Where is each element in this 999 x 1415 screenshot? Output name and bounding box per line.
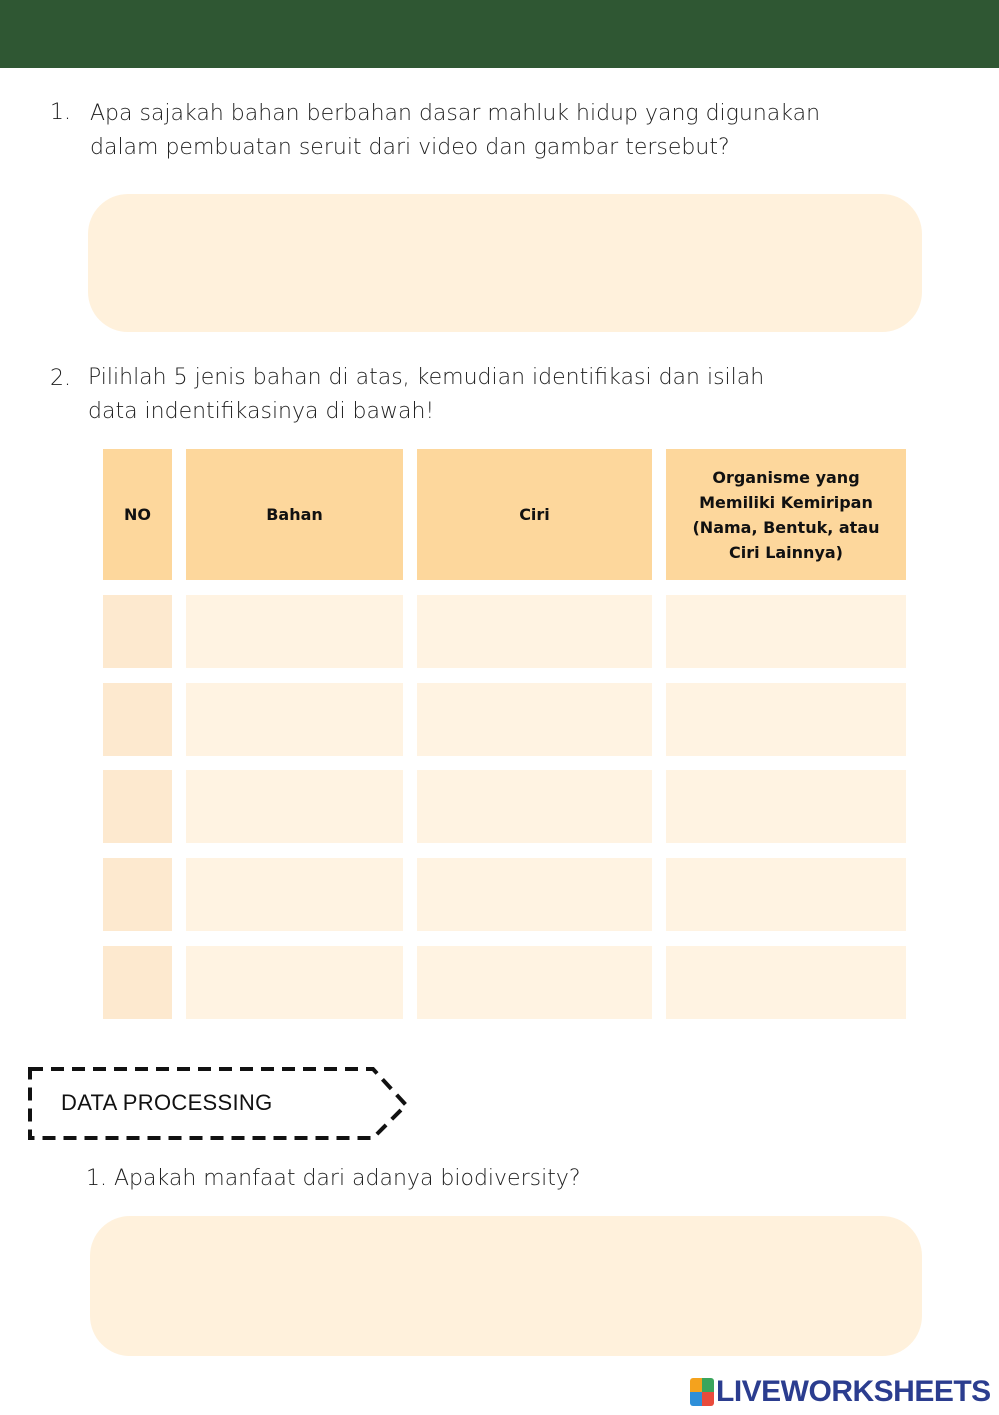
question-2-text: Pilihlah 5 jenis bahan di atas, kemudian identifikasi dan isilah data indentifikasinya di bawah! (88, 365, 765, 424)
question-3-text (86, 1162, 786, 1196)
top-banner (0, 0, 999, 68)
table-header-bahan: Bahan (186, 449, 403, 580)
table-cell-no[interactable] (103, 946, 172, 1019)
table-cell-organisme[interactable] (666, 683, 906, 756)
table-cell-no[interactable] (103, 595, 172, 668)
table-cell-ciri[interactable] (417, 683, 652, 756)
table-header-organisme: Organisme yang Memiliki Kemiripan (Nama, Bentuk, atau Ciri Lainnya) (666, 449, 906, 580)
table-cell-organisme[interactable] (666, 946, 906, 1019)
table-cell-no[interactable] (103, 683, 172, 756)
table-cell-organisme[interactable] (666, 770, 906, 843)
table-cell-organisme[interactable] (666, 858, 906, 931)
question-2-number: 2. (50, 366, 71, 391)
answer-box-1[interactable] (88, 194, 922, 332)
table-cell-ciri[interactable] (417, 770, 652, 843)
section-tag-data-processing (26, 1066, 412, 1144)
question-1-number: 1. (50, 100, 71, 125)
question-3-number: 1. (86, 1166, 107, 1191)
table-header-ciri: Ciri (417, 449, 652, 580)
liveworksheets-logo-icon (690, 1378, 714, 1406)
table-cell-bahan[interactable] (186, 770, 403, 843)
table-cell-ciri[interactable] (417, 595, 652, 668)
table-cell-ciri[interactable] (417, 858, 652, 931)
question-1-text: Apa sajakah bahan berbahan dasar mahluk hidup yang digunakan dalam pembuatan seruit dari video dan gambar tersebut? (90, 101, 821, 160)
table-cell-organisme[interactable] (666, 595, 906, 668)
table-cell-no[interactable] (103, 858, 172, 931)
table-cell-no[interactable] (103, 770, 172, 843)
table-cell-bahan[interactable] (186, 595, 403, 668)
table-cell-ciri[interactable] (417, 946, 652, 1019)
liveworksheets-logo (690, 1374, 991, 1410)
section-title: DATA PROCESSING (61, 1090, 273, 1115)
table-header-no: NO (103, 449, 172, 580)
answer-box-2[interactable] (90, 1216, 922, 1356)
table-cell-bahan[interactable] (186, 946, 403, 1019)
table-cell-bahan[interactable] (186, 858, 403, 931)
liveworksheets-logo-text: LIVEWORKSHEETS (716, 1375, 991, 1408)
question-3-label: Apakah manfaat dari adanya biodiversity? (114, 1166, 581, 1191)
table-cell-bahan[interactable] (186, 683, 403, 756)
